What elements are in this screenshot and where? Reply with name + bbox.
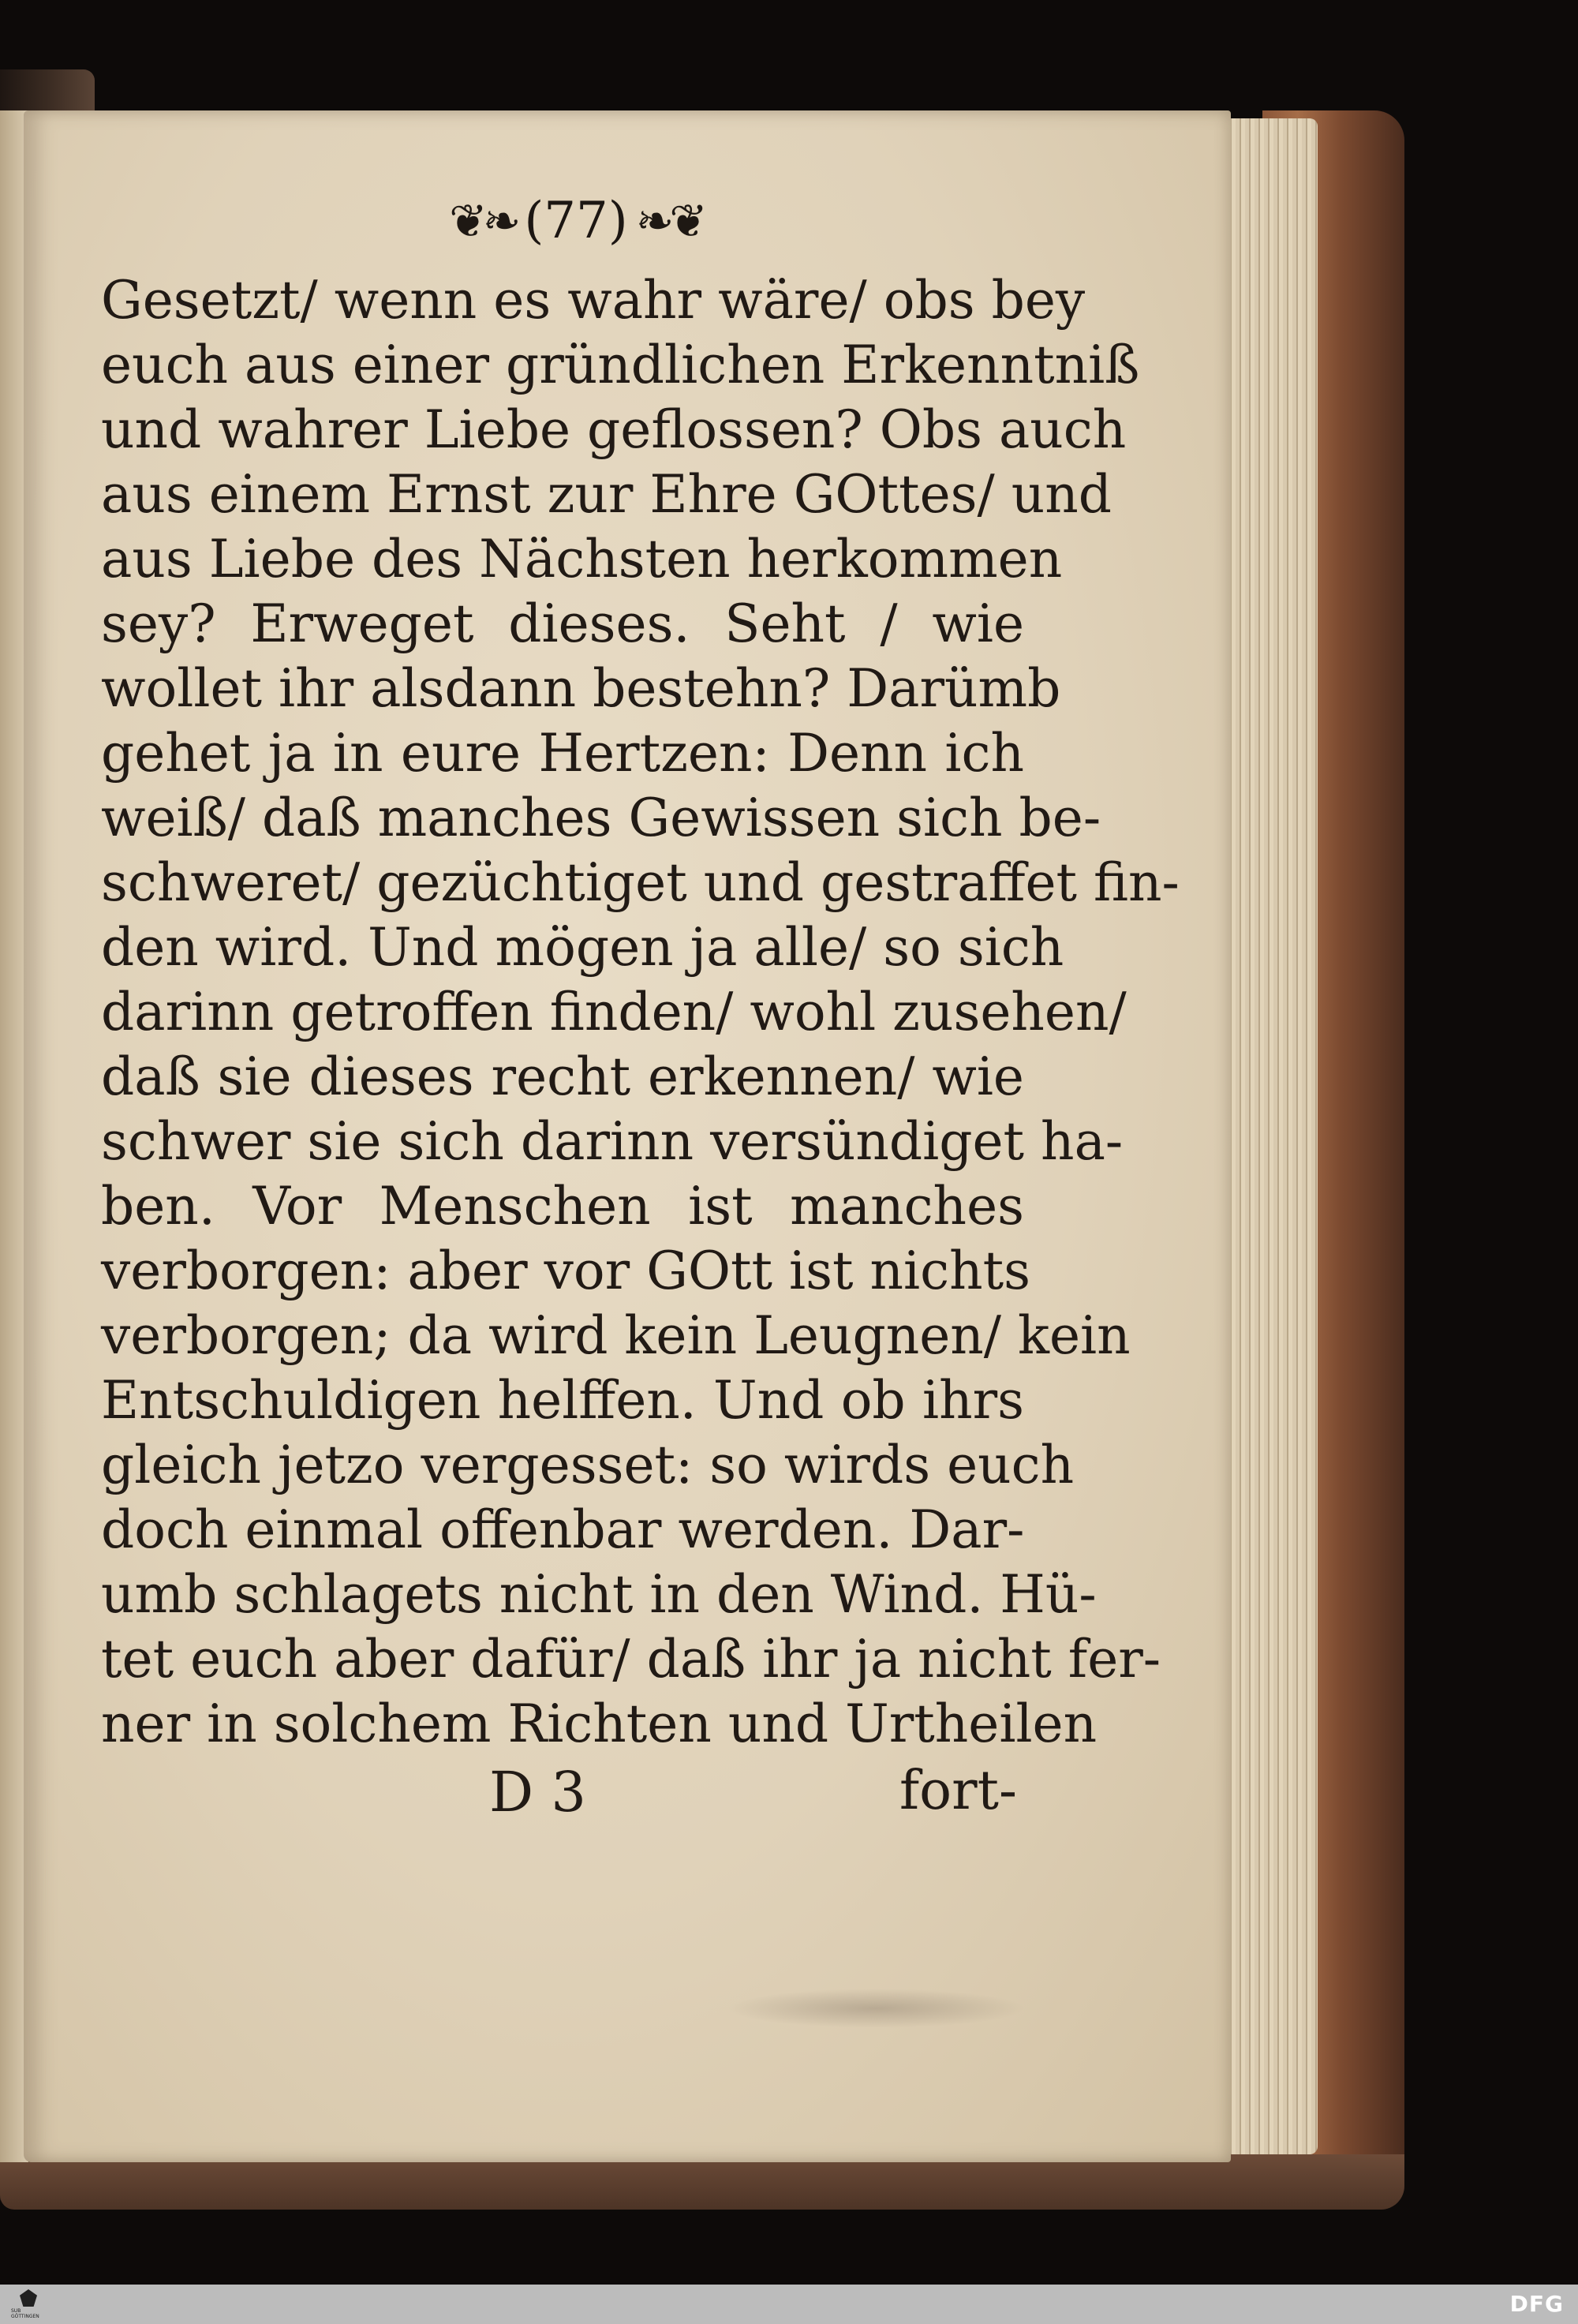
- text-line: schwer sie sich darinn versündiget ha-: [101, 1111, 1124, 1172]
- library-logo-text: SUB GÖTTINGEN: [11, 2308, 39, 2319]
- viewer-footer-bar: [0, 2285, 1578, 2324]
- text-line: Entschuldigen helffen. Und ob ihrs: [101, 1370, 1024, 1431]
- text-line: wollet ihr alsdann bestehn? Darümb: [101, 658, 1061, 719]
- text-line: aus Liebe des Nächsten herkommen: [101, 529, 1063, 589]
- ornament-left-icon: ❦❧: [449, 194, 517, 248]
- text-line: schweret/ gezüchtiget und gestraffet fin-: [101, 852, 1180, 913]
- text-line: euch aus einer gründlichen Erkenntniß: [101, 335, 1140, 395]
- text-line: ner in solchem Richten und Urtheilen: [101, 1693, 1097, 1754]
- text-line: weiß/ daß manches Gewissen sich be-: [101, 788, 1101, 848]
- signature-mark: D 3: [489, 1760, 586, 1824]
- text-line: verborgen; da wird kein Leugnen/ kein: [101, 1305, 1131, 1366]
- dfg-label: DFG: [1509, 2291, 1564, 2317]
- text-line: ben. Vor Menschen ist manches: [101, 1176, 1024, 1237]
- text-line: gehet ja in eure Hertzen: Denn ich: [101, 723, 1024, 784]
- text-line: darinn getroffen finden/ wohl zusehen/: [101, 982, 1127, 1042]
- text-line: den wird. Und mögen ja alle/ so sich: [101, 917, 1064, 978]
- text-line: aus einem Ernst zur Ehre GOttes/ und: [101, 464, 1112, 525]
- book-cover-bottom: [0, 2154, 1404, 2210]
- catchword: fort-: [899, 1760, 1017, 1822]
- page-number: (77): [524, 192, 628, 250]
- page-header: [410, 182, 742, 260]
- text-line: gleich jetzo vergesset: so wirds euch: [101, 1435, 1075, 1495]
- text-line: sey? Erweget dieses. Seht / wie: [101, 593, 1024, 654]
- text-line: verborgen: aber vor GOtt ist nichts: [101, 1241, 1031, 1301]
- text-line: Gesetzt/ wenn es wahr wäre/ obs bey: [101, 270, 1086, 331]
- text-line: doch einmal offenbar werden. Dar-: [101, 1499, 1025, 1560]
- ornament-right-icon: ❧❦: [635, 194, 703, 248]
- page-body-text: [101, 268, 1180, 1757]
- text-line: tet euch aber dafür/ daß ihr ja nicht fer-: [101, 1629, 1161, 1690]
- library-emblem-icon: [20, 2289, 37, 2307]
- library-logo-icon: [11, 2288, 46, 2321]
- text-line: umb schlagets nicht in den Wind. Hü-: [101, 1564, 1097, 1625]
- text-line: daß sie dieses recht erkennen/ wie: [101, 1046, 1024, 1107]
- text-line: und wahrer Liebe geflossen? Obs auch: [101, 399, 1127, 460]
- ink-smudge: [726, 1989, 1026, 2028]
